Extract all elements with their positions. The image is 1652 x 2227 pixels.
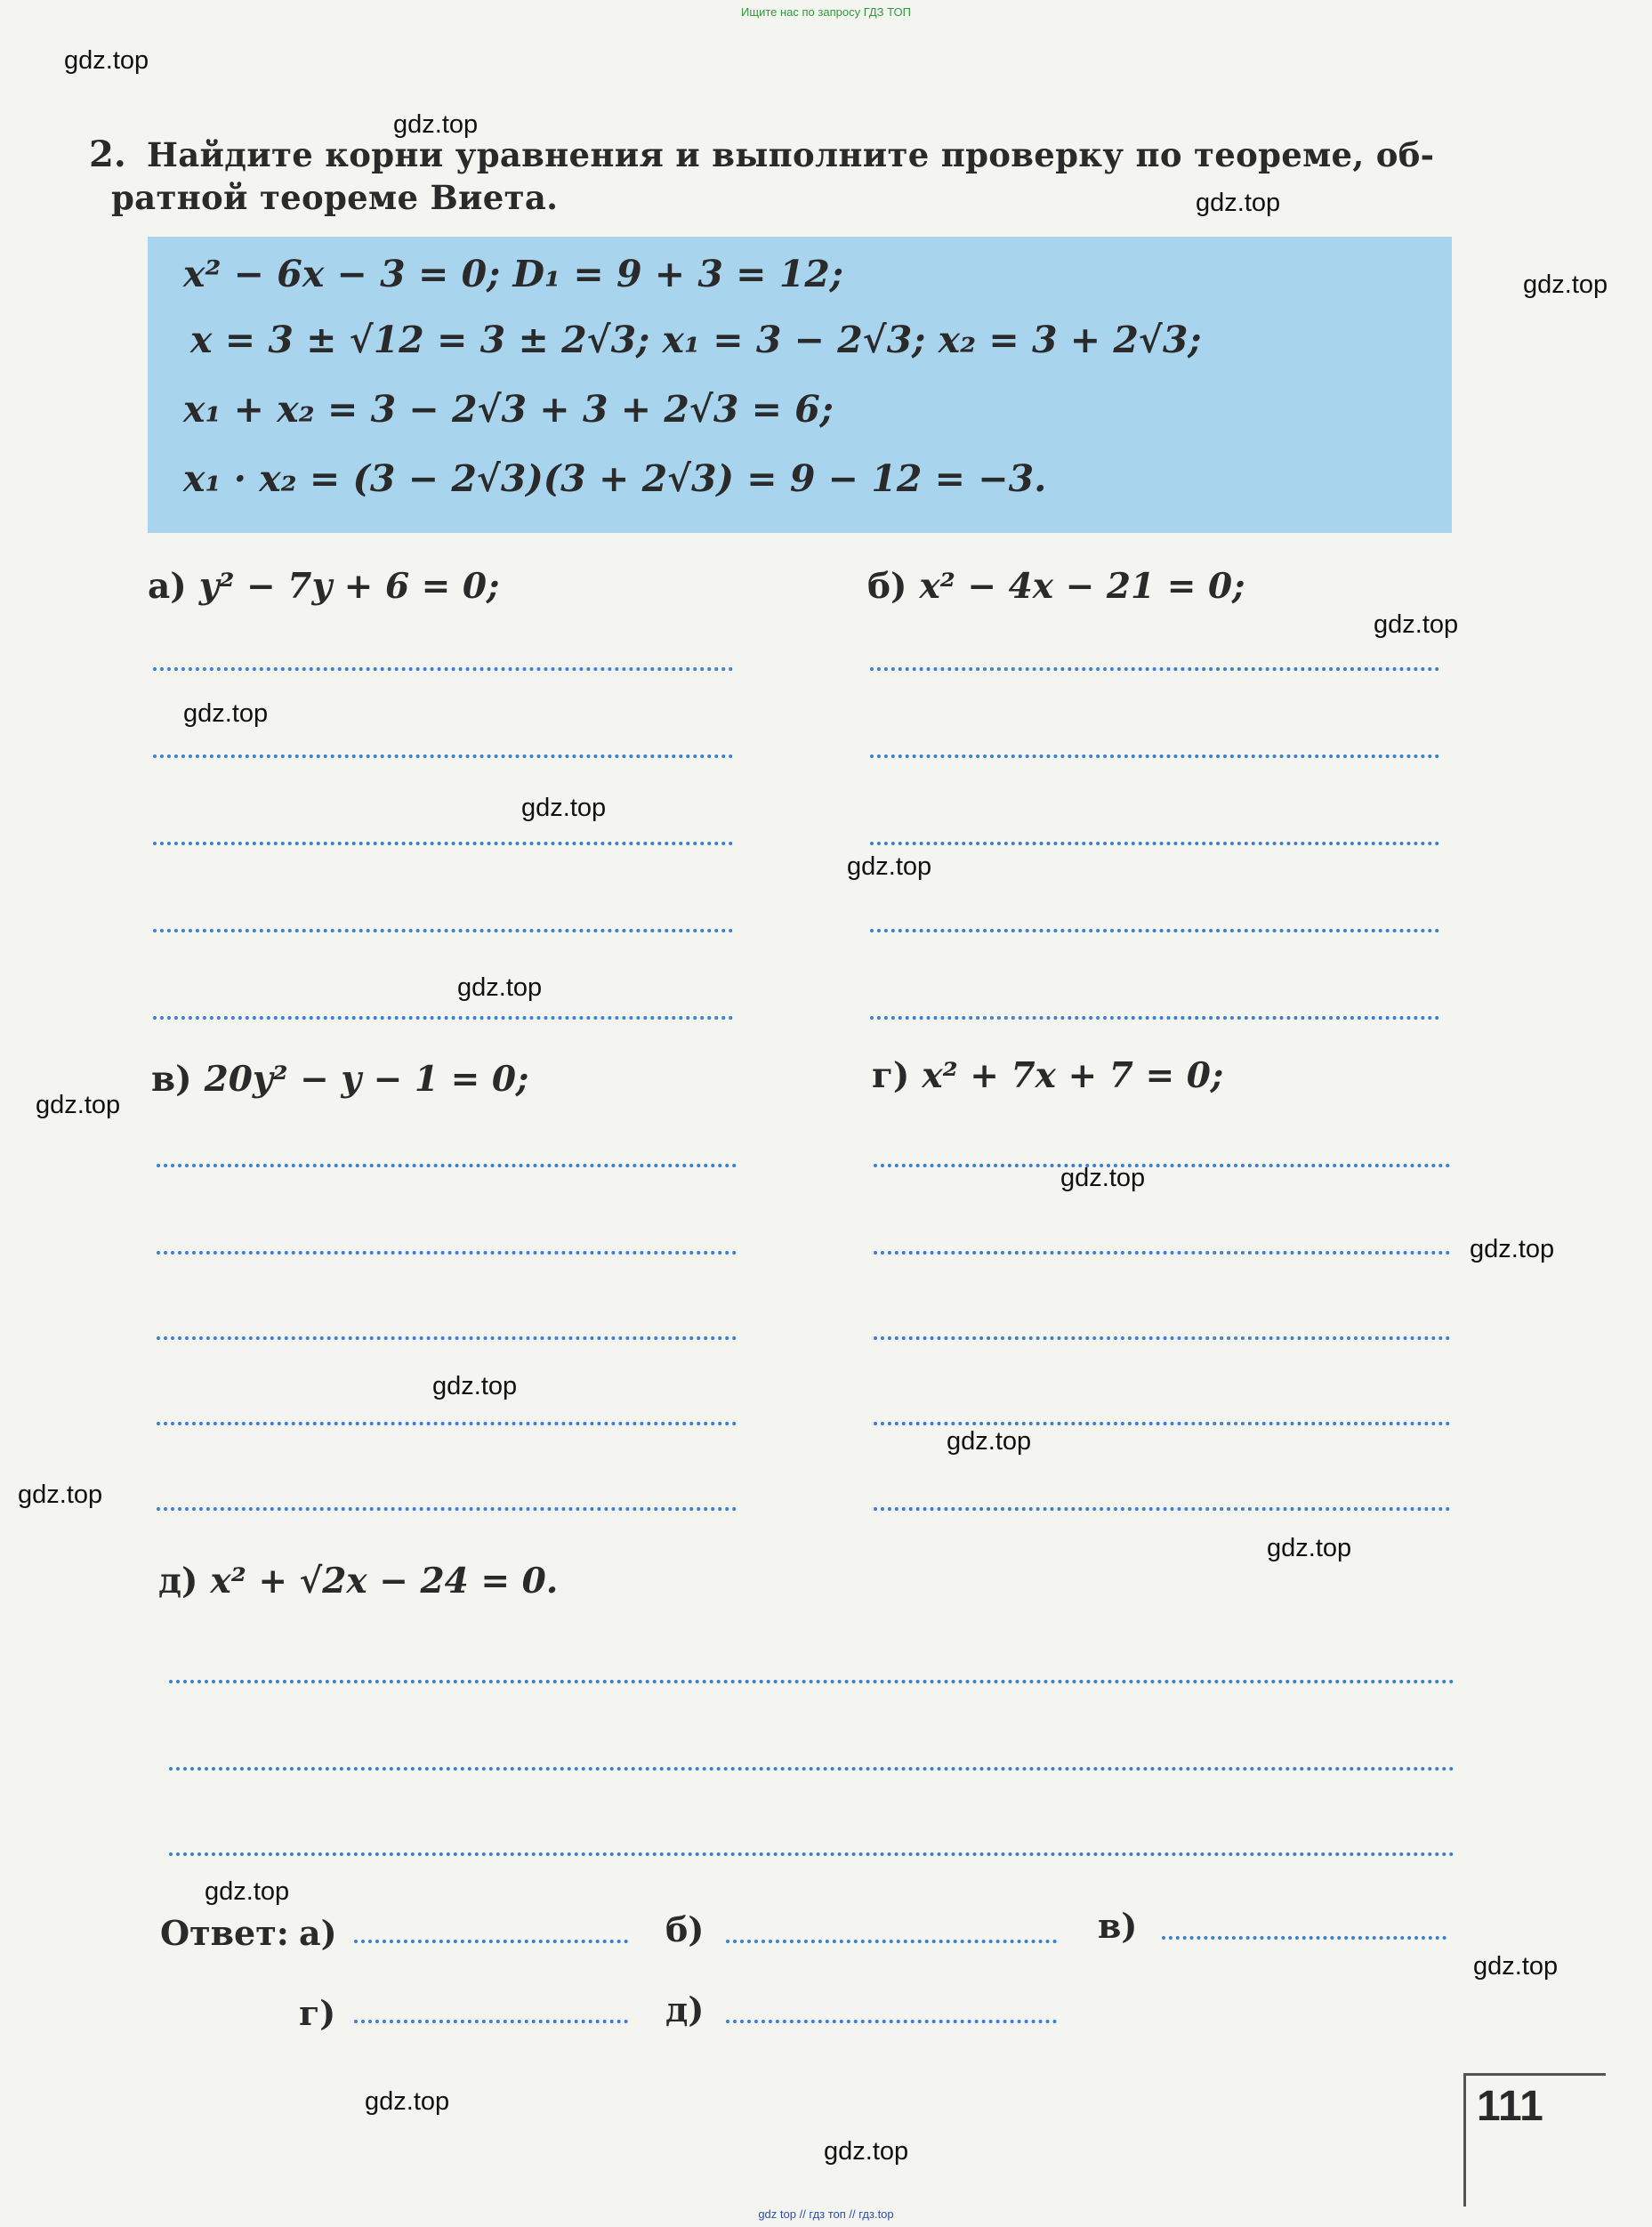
watermark: gdz.top [1196, 189, 1281, 217]
equation-v-label: в) [151, 1059, 192, 1100]
answer-field-d[interactable] [726, 2020, 1057, 2023]
answer-label-d: д) [665, 1989, 705, 2029]
answer-field-a[interactable] [354, 1940, 628, 1943]
watermark: gdz.top [947, 1427, 1032, 1456]
equation-d [158, 1561, 558, 1602]
answer-line-g-5[interactable] [874, 1507, 1450, 1511]
equation-g-label: г) [872, 1055, 910, 1096]
answer-field-g[interactable] [354, 2020, 628, 2023]
answer-line-a-3[interactable] [153, 842, 733, 845]
equation-a-label: а) [148, 566, 187, 607]
answer-line-a-5[interactable] [153, 1016, 733, 1020]
watermark: gdz.top [457, 973, 543, 1002]
equation-b-expression: x² − 4x − 21 = 0; [919, 566, 1245, 607]
watermark: gdz.top [1374, 610, 1459, 639]
equation-g-expression: x² + 7x + 7 = 0; [922, 1055, 1224, 1096]
answer-line-g-1[interactable] [874, 1164, 1450, 1167]
worked-example-box [148, 237, 1452, 533]
answer-field-b[interactable] [726, 1940, 1057, 1943]
answer-label-v: в) [1098, 1906, 1138, 1946]
watermark: gdz.top [205, 1877, 290, 1906]
watermark: gdz.top [393, 110, 479, 139]
task-text-line-1: Найдите корни уравнения и выполните проверку по теореме, об- [147, 135, 1435, 174]
watermark: gdz.top [64, 46, 149, 75]
watermark: gdz.top [1473, 1952, 1559, 1981]
answer-line-d-1[interactable] [169, 1680, 1455, 1683]
answer-title: Ответ: [160, 1913, 289, 1953]
watermark: gdz.top [847, 852, 932, 881]
example-line-3: x₁ + x₂ = 3 − 2√3 + 3 + 2√3 = 6; [183, 388, 834, 431]
answer-line-d-3[interactable] [169, 1852, 1455, 1856]
answer-line-b-4[interactable] [870, 929, 1439, 932]
answer-line-g-2[interactable] [874, 1251, 1450, 1255]
equation-g [872, 1055, 1223, 1096]
answer-line-a-1[interactable] [153, 667, 733, 671]
answer-line-v-1[interactable] [157, 1164, 737, 1167]
equation-d-expression: x² + √2x − 24 = 0. [210, 1561, 559, 1602]
watermark: gdz.top [1060, 1164, 1146, 1192]
bottom-banner: gdz top // гдз топ // гдз.top [758, 2207, 894, 2221]
page-number-rule-vertical [1463, 2073, 1466, 2207]
top-banner: Ищите нас по запросу ГДЗ ТОП [741, 5, 911, 19]
watermark: gdz.top [36, 1091, 121, 1119]
page-number: 111 [1477, 2083, 1543, 2130]
watermark: gdz.top [1523, 270, 1608, 299]
equation-a-expression: y² − 7y + 6 = 0; [198, 566, 500, 607]
task-text-line-2: ратной теореме Виета. [111, 178, 559, 217]
watermark: gdz.top [365, 2087, 450, 2116]
equation-d-label: д) [158, 1561, 198, 1602]
watermark: gdz.top [1470, 1235, 1555, 1263]
watermark: gdz.top [1267, 1534, 1352, 1562]
example-line-4: x₁ · x₂ = (3 − 2√3)(3 + 2√3) = 9 − 12 = −3. [183, 457, 1047, 500]
answer-label-a: а) [299, 1913, 337, 1953]
answer-line-v-2[interactable] [157, 1251, 737, 1255]
answer-line-g-3[interactable] [874, 1336, 1450, 1340]
answer-line-a-4[interactable] [153, 929, 733, 932]
answer-line-b-5[interactable] [870, 1016, 1439, 1020]
answer-line-v-4[interactable] [157, 1422, 737, 1425]
equation-b-label: б) [867, 566, 907, 607]
watermark: gdz.top [183, 699, 269, 728]
answer-line-g-4[interactable] [874, 1422, 1450, 1425]
answer-field-v[interactable] [1162, 1936, 1447, 1940]
equation-v [151, 1059, 528, 1100]
equation-v-expression: 20y² − y − 1 = 0; [204, 1059, 529, 1100]
answer-line-b-1[interactable] [870, 667, 1439, 671]
watermark: gdz.top [521, 794, 607, 822]
answer-line-a-2[interactable] [153, 754, 733, 758]
equation-b [867, 566, 1245, 607]
answer-line-b-3[interactable] [870, 842, 1439, 845]
task-number: 2. [89, 133, 126, 175]
watermark: gdz.top [824, 2137, 909, 2166]
watermark: gdz.top [18, 1481, 103, 1509]
answer-line-d-2[interactable] [169, 1767, 1455, 1771]
example-line-2: x = 3 ± √12 = 3 ± 2√3; x₁ = 3 − 2√3; x₂ = 3 + 2√3; [190, 319, 1202, 361]
answer-line-v-3[interactable] [157, 1336, 737, 1340]
answer-line-b-2[interactable] [870, 754, 1439, 758]
watermark: gdz.top [432, 1372, 518, 1400]
page-number-rule-horizontal [1463, 2073, 1606, 2076]
equation-a [148, 566, 499, 607]
example-line-1: x² − 6x − 3 = 0; D₁ = 9 + 3 = 12; [183, 253, 844, 295]
answer-line-v-5[interactable] [157, 1507, 737, 1511]
answer-label-b: б) [665, 1909, 705, 1949]
answer-label-g: г) [299, 1993, 336, 2033]
